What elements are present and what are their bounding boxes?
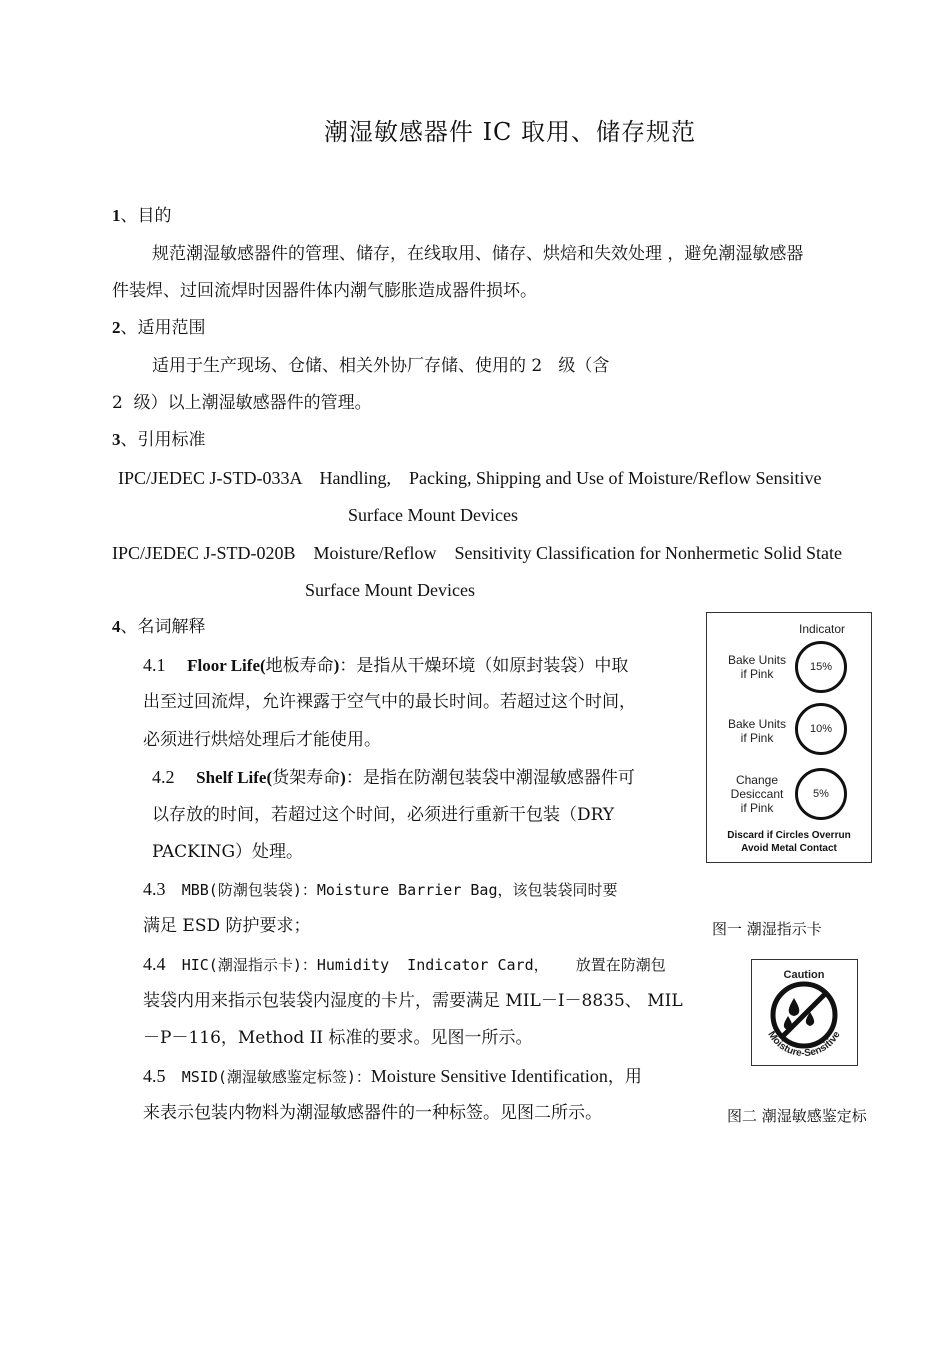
definition-4-5-line-1 (143, 1066, 642, 1087)
msid-arc-text: Moisture-Sensitive (765, 1029, 843, 1060)
definition-4-1-line-1 (143, 655, 628, 676)
definition-4-4-line-2: 装袋内用来指示包装袋内湿度的卡片，需要满足 MIL－I－8835、 MIL (143, 991, 683, 1011)
definition-4-5-term-en: Moisture Sensitive Identification (370, 1066, 608, 1086)
hic-row-3-label-c: if Pink (740, 801, 774, 815)
definition-4-4-line-1 (143, 954, 666, 975)
moisture-sensitive-icon (752, 960, 857, 1065)
hic-row-2-label (719, 717, 795, 745)
figure-1-caption: 图一 潮湿指示卡 (712, 920, 822, 938)
hic-row-3-label (719, 773, 795, 815)
section-2-heading (112, 318, 206, 338)
definition-4-2-number: 4.2 (152, 767, 175, 787)
definition-4-3-line-1 (143, 879, 618, 900)
hic-footer-1: Discard if Circles Overrun (727, 830, 851, 841)
definition-4-2-line-2: 以存放的时间，若超过这个时间，必须进行重新干包装（DRY (152, 805, 615, 825)
definition-4-3-number: 4.3 (143, 879, 166, 899)
definition-4-1-number: 4.1 (143, 655, 166, 675)
hic-circle-5: 5% (795, 768, 847, 820)
definition-4-5-line-2: 来表示包装内物料为潮湿敏感器件的一种标签。见图二所示。 (143, 1103, 602, 1123)
definition-4-2-term-end: ) (340, 768, 346, 787)
definition-4-4-number: 4.4 (143, 954, 166, 974)
section-4-title: 、名词解释 (120, 617, 206, 637)
standard-1-line-1: IPC/JEDEC J-STD-033A Handling, Packing, Shipping and Use of Moisture/Reflow Sensitive (118, 468, 822, 488)
standard-2-line-1: IPC/JEDEC J-STD-020B Moisture/Reflow Sensitivity Classification for Nonhermetic Solid State (112, 543, 842, 563)
section-2-title: 、适用范围 (120, 318, 206, 338)
hic-row-3-label-b: Desiccant (730, 787, 784, 801)
definition-4-5-tail: ，用 (607, 1067, 642, 1087)
msid-caution-text: Caution (783, 969, 825, 981)
hic-row-1-label (719, 653, 795, 681)
section-2-line-1: 适用于生产现场、仓储、相关外协厂存储、使用的 2 级（含 (152, 356, 610, 376)
moisture-sensitive-label (751, 959, 858, 1066)
hic-row-2-label-b: if Pink (740, 731, 774, 745)
section-4-heading (112, 617, 206, 637)
definition-4-1-term-end: ) (333, 656, 340, 675)
section-1-line-1: 规范潮湿敏感器件的管理、储存，在线取用、储存、烘焙和失效处理 ，避免潮湿敏感器 (152, 244, 804, 264)
definition-4-2-text: ：是指在防潮包装袋中潮湿敏感器件可 (345, 768, 635, 788)
hic-circle-15: 15% (795, 641, 847, 693)
section-1-title: 、目的 (120, 206, 172, 226)
definition-4-2-term: Shelf Life( (196, 768, 273, 787)
section-1-number: 1 (112, 206, 121, 225)
section-3-heading (112, 430, 206, 450)
definition-4-2-line-3: PACKING）处理。 (152, 842, 304, 862)
definition-4-2-term-cn: 货架寿命 (272, 768, 341, 788)
definition-4-4-text: HIC(潮湿指示卡)：Humidity Indicator Card， 放置在防潮包 (181, 956, 666, 974)
section-2-number: 2 (112, 318, 121, 337)
definition-4-3-text: MBB(防潮包装袋)：Moisture Barrier Bag，该包装袋同时要 (181, 881, 618, 899)
hic-row-2-label-a: Bake Units (727, 717, 787, 731)
hic-circle-10: 10% (795, 703, 847, 755)
hic-footer-2: Avoid Metal Contact (741, 843, 837, 854)
standard-1-line-2: Surface Mount Devices (348, 505, 518, 525)
section-2-line-2: 2 级）以上潮湿敏感器件的管理。 (112, 393, 372, 413)
definition-4-5-number: 4.5 (143, 1066, 166, 1086)
section-1-line-2: 件装焊、过回流焊时因器件体内潮气膨胀造成器件损坏。 (112, 281, 537, 301)
hic-row-3-label-a: Change (735, 773, 779, 787)
hic-row-1-label-a: Bake Units (727, 653, 787, 667)
definition-4-3-line-2: 满足 ESD 防护要求； (143, 916, 311, 936)
section-3-title: 、引用标准 (120, 430, 206, 450)
definition-4-1-term-cn: 地板寿命 (265, 656, 334, 676)
hic-header: Indicator (798, 622, 846, 636)
section-1-heading (112, 206, 172, 226)
section-4-number: 4 (112, 617, 121, 636)
section-3-number: 3 (112, 430, 121, 449)
definition-4-1-line-2: 出至过回流焊，允许裸露于空气中的最长时间。若超过这个时间， (143, 692, 636, 712)
figure-2-caption: 图二 潮湿敏感鉴定标 (727, 1107, 867, 1125)
standard-2-line-2: Surface Mount Devices (305, 580, 475, 600)
definition-4-1-line-3: 必须进行烘焙处理后才能使用。 (143, 730, 381, 750)
definition-4-5-term: MSID(潮湿敏感鉴定标签)： (181, 1068, 371, 1086)
definition-4-2-line-1 (152, 767, 635, 788)
humidity-indicator-card (706, 612, 872, 863)
definition-4-4-line-3: －P－116，Method II 标准的要求。见图一所示。 (143, 1028, 533, 1048)
definition-4-1-term: Floor Life( (187, 656, 266, 675)
hic-row-1-label-b: if Pink (740, 667, 774, 681)
definition-4-1-text: ：是指从干燥环境（如原封装袋）中取 (339, 656, 629, 676)
page-title: 潮湿敏感器件 IC 取用、储存规范 (323, 118, 697, 146)
